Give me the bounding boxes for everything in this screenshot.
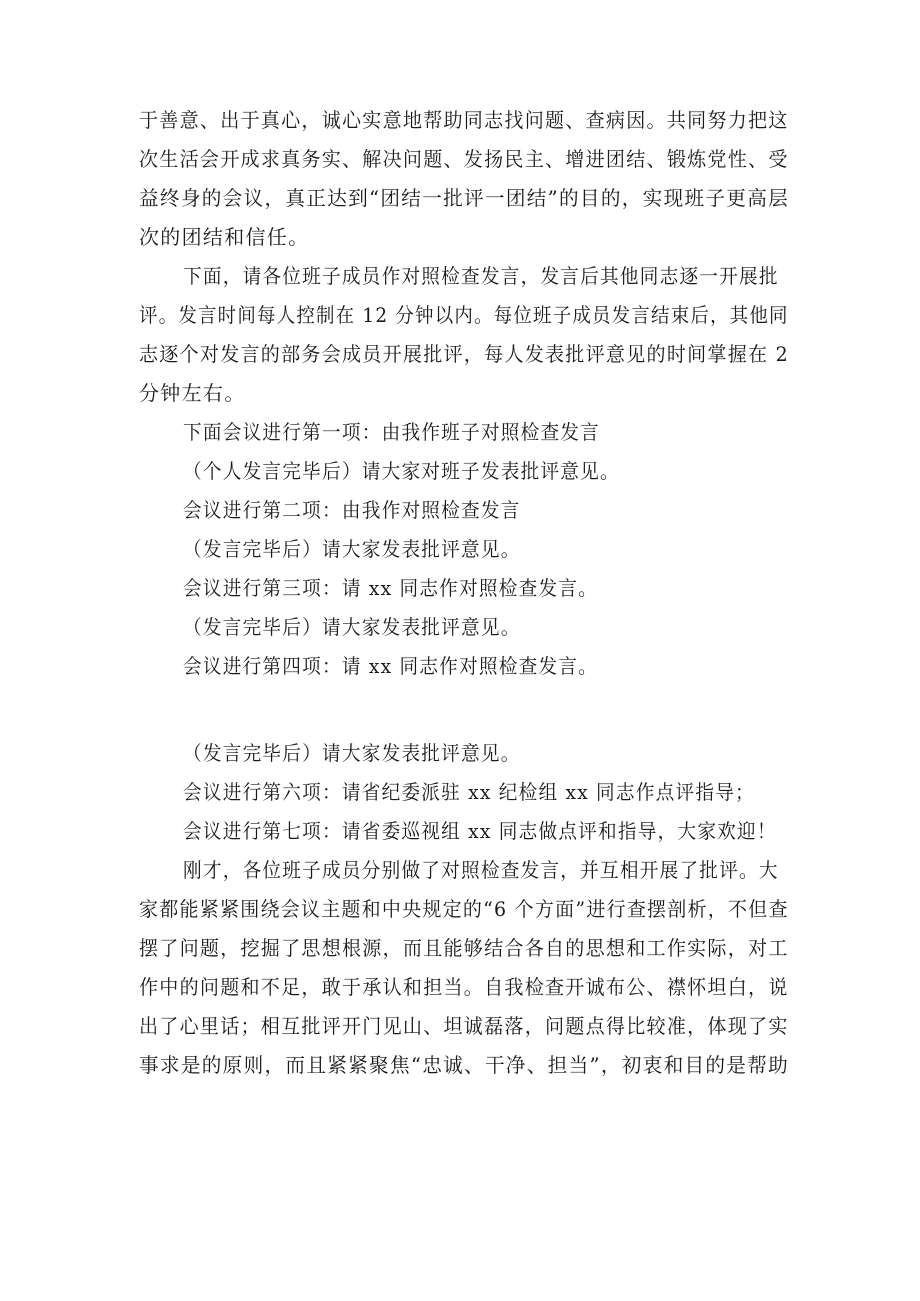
text-line: 出了心里话；相互批评开门见山、坦诚磊落，问题点得比较准，体现了实 <box>139 1014 789 1038</box>
text-line: 会议进行第六项：请省纪委派驻 xx 纪检组 xx 同志作点评指导； <box>183 780 755 804</box>
text-line: （个人发言完毕后）请大家对班子发表批评意见。 <box>183 459 620 483</box>
text-line: 益终身的会议，真正达到“团结一批评一团结”的目的，实现班子更高层 <box>139 186 790 210</box>
text-line: 摆了问题，挖掘了思想根源，而且能够结合各自的思想和工作实际，对工 <box>139 936 789 960</box>
text-line: 分钟左右。 <box>139 381 246 405</box>
text-line: （发言完毕后）请大家发表批评意见。 <box>183 537 521 561</box>
text-line: 会议进行第七项：请省委巡视组 xx 同志做点评和指导，大家欢迎！ <box>183 819 777 843</box>
text-line: 刚才，各位班子成员分别做了对照检查发言，并互相开展了批评。大 <box>183 858 779 882</box>
text-line: （发言完毕后）请大家发表批评意见。 <box>183 615 521 639</box>
text-line: 下面会议进行第一项：由我作班子对照检查发言 <box>183 420 601 444</box>
text-line: 会议进行第四项：请 xx 同志作对照检查发言。 <box>183 654 599 678</box>
text-line: 作中的问题和不足，敢于承认和担当。自我检查开诚布公、襟怀坦白，说 <box>139 975 789 999</box>
text-line: 次的团结和信任。 <box>139 225 310 249</box>
text-line: 下面，请各位班子成员作对照检查发言，发言后其他同志逐一开展批 <box>183 264 779 288</box>
text-line: 家都能紧紧围绕会议主题和中央规定的“6 个方面”进行查摆剖析，不但查 <box>139 897 789 921</box>
text-line: 评。发言时间每人控制在 12 分钟以内。每位班子成员发言结束后，其他同 <box>139 303 789 327</box>
text-line: （发言完毕后）请大家发表批评意见。 <box>183 741 521 765</box>
text-line: 次生活会开成求真务实、解决问题、发扬民主、增进团结、锻炼党性、受 <box>139 147 789 171</box>
text-line: 事求是的原则，而且紧紧聚焦“忠诚、干净、担当”，初衷和目的是帮助 <box>139 1053 790 1077</box>
text-line: 会议进行第二项：由我作对照检查发言 <box>183 498 521 522</box>
text-line: 会议进行第三项：请 xx 同志作对照检查发言。 <box>183 576 599 600</box>
text-line: 于善意、出于真心，诚心实意地帮助同志找问题、查病因。共同努力把这 <box>139 108 789 132</box>
text-line: 志逐个对发言的部务会成员开展批评，每人发表批评意见的时间掌握在 2 <box>139 342 789 366</box>
